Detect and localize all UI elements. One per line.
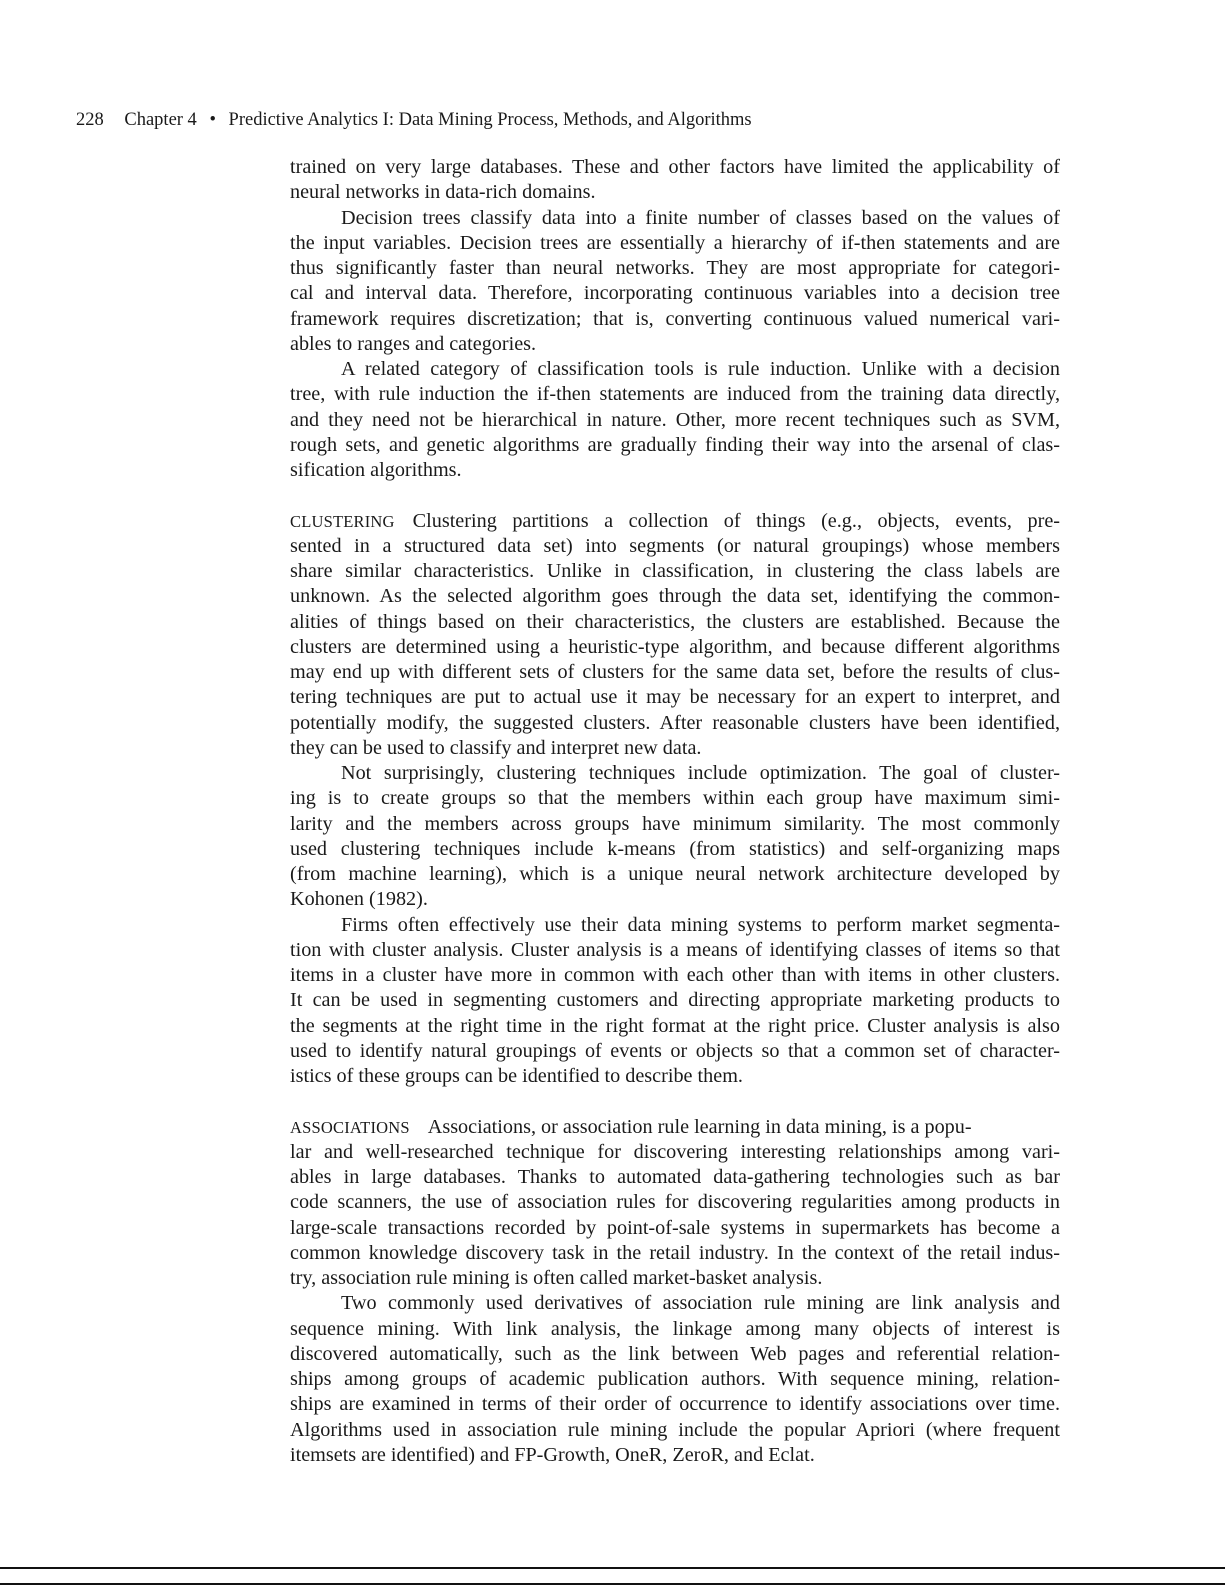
text-line: tion with cluster analysis. Cluster analysis is a means of identifying classes of items so that <box>290 938 1060 961</box>
text-line: itemsets are identified) and FP-Growth, OneR, ZeroR, and Eclat. <box>290 1443 815 1466</box>
paragraph-clustering-intro <box>290 509 1060 762</box>
text-line: cal and interval data. Therefore, incorporating continuous variables into a decision tree <box>290 282 1060 305</box>
text-line: try, association rule mining is often called market-basket analysis. <box>290 1267 823 1289</box>
text-line: and they need not be hierarchical in nature. Other, more recent techniques such as SVM, <box>290 408 1060 431</box>
paragraph-decision-trees <box>290 206 1060 358</box>
text-line: ables to ranges and categories. <box>290 332 537 355</box>
text-line: (from machine learning), which is a unique neural network architecture developed by <box>290 863 1060 885</box>
section-spacer <box>290 483 1060 508</box>
running-header <box>76 109 752 131</box>
text-line: the input variables. Decision trees are essentially a hierarchy of if-then statements and are <box>290 231 1060 254</box>
text-line: sented in a structured data set) into segments (or natural groupings) whose members <box>290 534 1060 557</box>
text-line: may end up with different sets of clusters for the same data set, before the results of clus- <box>290 661 1060 683</box>
paragraph-associations-intro <box>290 1115 1060 1292</box>
page-bottom-rule <box>0 1567 1225 1569</box>
text-line: rough sets, and genetic algorithms are gradually finding their way into the arsenal of clas- <box>290 433 1060 456</box>
body-text-column <box>290 155 1060 1468</box>
text-line: discovered automatically, such as the link between Web pages and referential relation- <box>290 1342 1060 1365</box>
paragraph-market-segmentation <box>290 913 1060 1090</box>
text-line: clusters are determined using a heuristic-type algorithm, and because different algorithms <box>290 635 1060 658</box>
text-line: Firms often effectively use their data mining systems to perform market segmenta- <box>341 913 1060 936</box>
paragraph-clustering-optimization <box>290 761 1060 913</box>
text-line: common knowledge discovery task in the retail industry. In the context of the retail indus- <box>290 1241 1060 1264</box>
text-line: Not surprisingly, clustering techniques include optimization. The goal of cluster- <box>341 762 1060 784</box>
paragraph-link-sequence-mining <box>290 1291 1060 1468</box>
text-line: they can be used to classify and interpret new data. <box>290 736 702 759</box>
text-line: trained on very large databases. These and other factors have limited the applicability of <box>290 156 1060 178</box>
text-line: CLUSTERING Clustering partitions a collection of things (e.g., objects, events, pre- <box>290 509 1060 532</box>
text-line: ships are examined in terms of their order of occurrence to identify associations over time. <box>290 1393 1060 1416</box>
text-line: ing is to create groups so that the members within each group have maximum simi- <box>290 787 1060 810</box>
text-line: code scanners, the use of association rules for discovering regularities among products in <box>290 1191 1060 1214</box>
text-line: Two commonly used derivatives of association rule mining are link analysis and <box>341 1292 1060 1315</box>
text-line: Decision trees classify data into a finite number of classes based on the values of <box>341 206 1060 229</box>
text-line: thus significantly faster than neural networks. They are most appropriate for categori- <box>290 257 1060 279</box>
text-line: unknown. As the selected algorithm goes through the data set, identifying the common- <box>290 585 1060 608</box>
section-heading-associations: ASSOCIATIONS <box>290 1117 410 1137</box>
text-line: ASSOCIATIONS Associations, or association rule learning in data mining, is a popu- <box>290 1115 972 1138</box>
section-heading-clustering: CLUSTERING <box>290 511 395 531</box>
text-line: larity and the members across groups have minimum similarity. The most commonly <box>290 812 1060 835</box>
text-line: lar and well-researched technique for discovering interesting relationships among vari- <box>290 1140 1060 1163</box>
text-line: istics of these groups can be identified to describe them. <box>290 1065 743 1087</box>
paragraph-neural-networks-end <box>290 155 1060 206</box>
text-line: potentially modify, the suggested clusters. After reasonable clusters have been identified, <box>290 711 1060 734</box>
text-line: framework requires discretization; that is, converting continuous valued numerical vari- <box>290 307 1060 330</box>
text-line: neural networks in data-rich domains. <box>290 181 596 204</box>
text-line: It can be used in segmenting customers and directing appropriate marketing products to <box>290 989 1060 1012</box>
text-line: the segments at the right time in the right format at the right price. Cluster analysis is also <box>290 1014 1060 1037</box>
text-line: Kohonen (1982). <box>290 888 428 911</box>
text-line: A related category of classification tools is rule induction. Unlike with a decision <box>341 358 1060 380</box>
chapter-label: Chapter 4 <box>124 110 197 130</box>
text-line: ships among groups of academic publication authors. With sequence mining, relation- <box>290 1368 1060 1390</box>
text-line: sification algorithms. <box>290 459 462 481</box>
bullet-separator: • <box>209 110 216 130</box>
text-line: items in a cluster have more in common with each other than with items in other clusters. <box>290 964 1060 986</box>
text-line: ables in large databases. Thanks to automated data-gathering technologies such as bar <box>290 1166 1060 1188</box>
text-line: alities of things based on their characteristics, the clusters are established. Because the <box>290 610 1060 633</box>
text-line: used to identify natural groupings of events or objects so that a common set of character- <box>290 1039 1060 1062</box>
text-line: tree, with rule induction the if-then statements are induced from the training data directly, <box>290 383 1060 406</box>
paragraph-rule-induction <box>290 357 1060 483</box>
text-line: Algorithms used in association rule mining include the popular Apriori (where frequent <box>290 1418 1060 1441</box>
text-line: share similar characteristics. Unlike in classification, in clustering the class labels are <box>290 560 1060 582</box>
chapter-title: Predictive Analytics I: Data Mining Process, Methods, and Algorithms <box>228 110 752 130</box>
section-spacer <box>290 1089 1060 1114</box>
text-line: large-scale transactions recorded by point-of-sale systems in supermarkets has become a <box>290 1216 1060 1239</box>
text-line: used clustering techniques include k-means (from statistics) and self-organizing maps <box>290 837 1060 860</box>
text-line: tering techniques are put to actual use it may be necessary for an expert to interpret, and <box>290 686 1060 709</box>
text-line: sequence mining. With link analysis, the linkage among many objects of interest is <box>290 1317 1060 1340</box>
page-number: 228 <box>76 110 104 130</box>
